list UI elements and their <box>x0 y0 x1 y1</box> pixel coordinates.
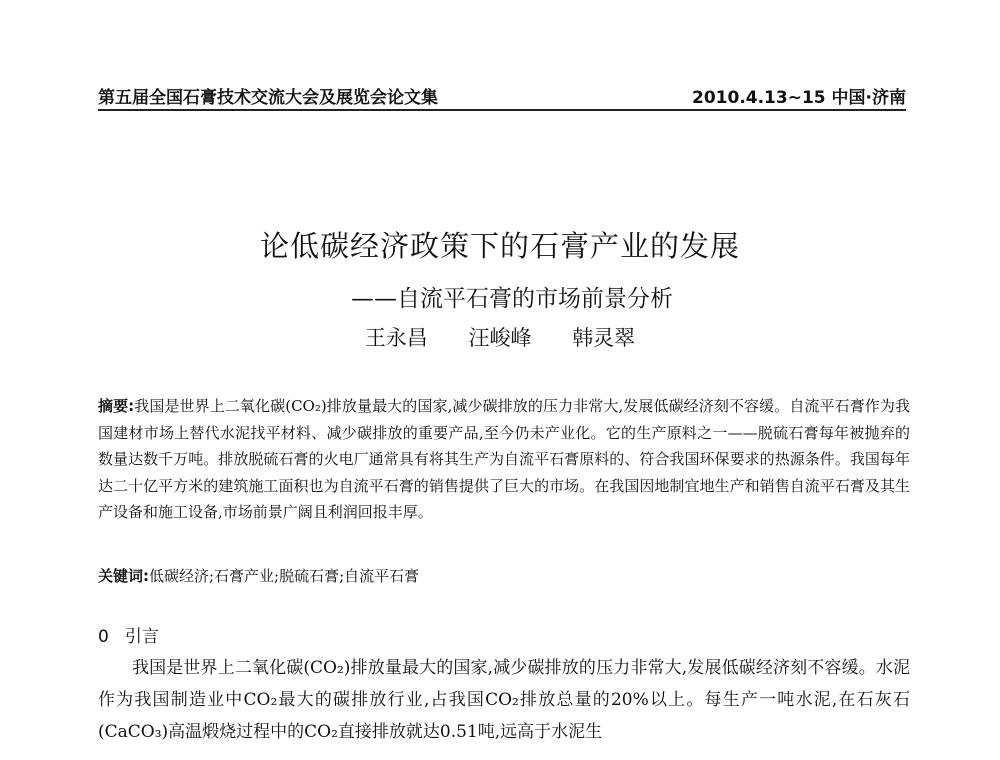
keywords-text: 低碳经济;石膏产业;脱硫石膏;自流平石膏 <box>149 567 420 585</box>
body-text <box>98 652 910 748</box>
header-date-location: 2010.4.13~15 中国·济南 <box>692 87 906 108</box>
header-divider <box>98 109 906 111</box>
abstract <box>98 393 910 526</box>
section-number: 0 <box>98 627 109 647</box>
section-heading <box>98 622 159 647</box>
abstract-text: 我国是世界上二氧化碳(CO₂)排放量最大的国家,减少碳排放的压力非常大,发展低碳经济刻不容缓。自流平石膏作为我国建材市场上替代水泥找平材料、减少碳排放的重要产品,至今仍未产业化。它的生产原料之一——脱硫石膏每年被抛弃的数量达数千万吨。排放脱硫石膏的火电厂通常具有将其生产为自流平石膏原料的、符合我国环保要求的热源条件。我国每年达二十亿平方米的建筑施工面积也为自流平石膏的销售提供了巨大的市场。在我国因地制宜地生产和销售自流平石膏及其生产设备和施工设备,市场前景广阔且利润回报丰厚。 <box>98 397 910 521</box>
header-proceedings-title: 第五届全国石膏技术交流大会及展览会论文集 <box>98 87 438 108</box>
author-name: 王永昌 <box>364 326 428 350</box>
author-name: 韩灵翠 <box>572 326 636 350</box>
section-title: 引言 <box>124 627 159 647</box>
running-header <box>98 80 906 110</box>
paper-title: 论低碳经济政策下的石膏产业的发展 <box>259 229 740 263</box>
author-name: 汪峻峰 <box>468 326 532 350</box>
paper-subtitle: ——自流平石膏的市场前景分析 <box>351 286 673 312</box>
abstract-label: 摘要: <box>98 397 135 415</box>
body-paragraph: 我国是世界上二氧化碳(CO₂)排放量最大的国家,减少碳排放的压力非常大,发展低碳经济刻不容缓。水泥作为我国制造业中CO₂最大的碳排放行业,占我国CO₂排放总量的20%以上。每生产一吨水泥,在石灰石(CaCO₃)高温煅烧过程中的CO₂直接排放就达0.51吨,远高于水泥生 <box>98 658 910 742</box>
author-list <box>0 322 1000 352</box>
keywords <box>98 565 910 587</box>
keywords-label: 关键词: <box>98 567 149 585</box>
